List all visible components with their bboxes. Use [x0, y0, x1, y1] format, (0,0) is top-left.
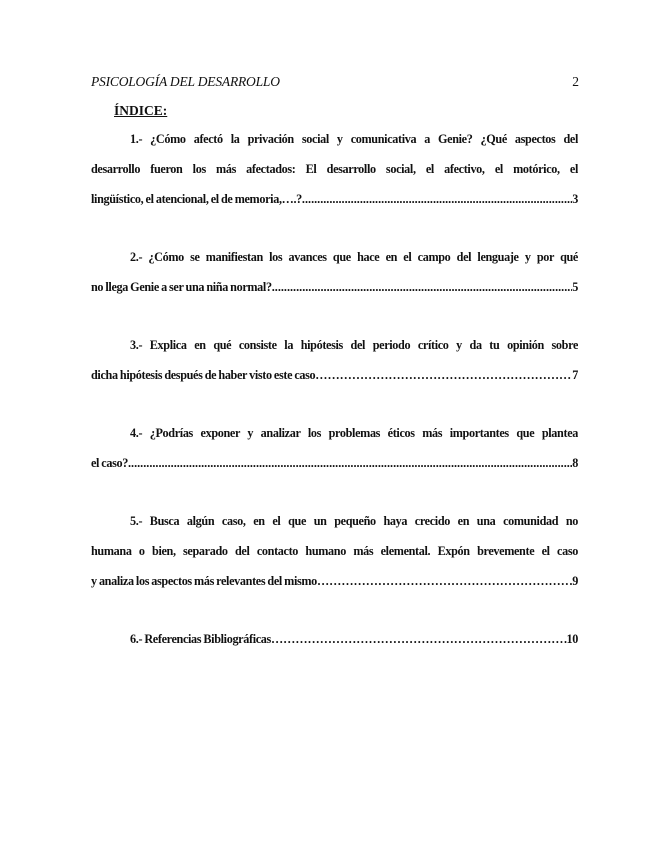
toc-entry-5-last-line: [91, 566, 578, 596]
toc-entry-4-page: 8: [572, 456, 578, 470]
dot-leader: [315, 360, 572, 390]
page-number: 2: [572, 74, 579, 89]
toc-entry-4-line-1: 4.- ¿Podrías exponer y analizar los problemas éticos más importantes que plantea: [130, 426, 578, 440]
toc-entry-5: [91, 506, 578, 596]
dot-leader: [272, 272, 573, 302]
toc-entry-3-page: 7: [572, 368, 578, 382]
toc-entry-1-line-3: lingüístico, el atencional, el de memoria,….?: [91, 192, 302, 206]
dot-leader: [271, 624, 567, 654]
toc-entry-1-last-line: [91, 184, 578, 214]
dot-leader: [128, 448, 572, 478]
toc-entry-1-page: 3: [572, 192, 578, 206]
toc-entry-3-line-1: 3.- Explica en qué consiste la hipótesis del periodo crítico y da tu opinión sobre: [130, 338, 578, 352]
toc-entry-2-line-1: 2.- ¿Cómo se manifiestan los avances que hace en el campo del lenguaje y por qué: [130, 250, 578, 264]
toc-entry-4: [91, 418, 578, 478]
toc-entry-2-last-line: [91, 272, 578, 302]
toc-entry-1: [91, 124, 578, 214]
table-of-contents: [91, 124, 578, 682]
toc-entry-6-page: 10: [566, 632, 578, 646]
running-title: PSICOLOGÍA DEL DESARROLLO: [91, 74, 280, 89]
toc-entry-6-line-1: 6.- Referencias Bibliográficas: [130, 632, 271, 646]
running-header: [91, 74, 579, 92]
toc-entry-5-line-1: 5.- Busca algún caso, en el que un pequeño haya crecido en una comunidad no: [130, 514, 578, 528]
toc-entry-5-page: 9: [572, 574, 578, 588]
toc-entry-6: [91, 624, 578, 654]
toc-entry-5-line-3: y analiza los aspectos más relevantes del mismo: [91, 574, 317, 588]
toc-entry-1-line-2: desarrollo fueron los más afectados: El desarrollo social, el afectivo, el motórico, el: [91, 162, 578, 176]
toc-entry-3-last-line: [91, 360, 578, 390]
toc-entry-5-line-2: humana o bien, separado del contacto humano más elemental. Expón brevemente el caso: [91, 544, 578, 558]
dot-leader: [302, 184, 572, 214]
index-heading: ÍNDICE:: [114, 103, 168, 118]
toc-entry-2-page: 5: [572, 280, 578, 294]
toc-entry-3-line-2: dicha hipótesis después de haber visto este caso: [91, 368, 316, 382]
toc-entry-4-last-line: [91, 448, 578, 478]
toc-entry-3: [91, 330, 578, 390]
toc-entry-1-line-1: 1.- ¿Cómo afectó la privación social y comunicativa a Genie? ¿Qué aspectos del: [130, 132, 578, 146]
toc-entry-2-line-2: no llega Genie a ser una niña normal?: [91, 280, 272, 294]
toc-entry-4-line-2: el caso?: [91, 456, 128, 470]
toc-entry-2: [91, 242, 578, 302]
dot-leader: [317, 566, 572, 596]
toc-entry-6-last-line: [91, 624, 578, 654]
